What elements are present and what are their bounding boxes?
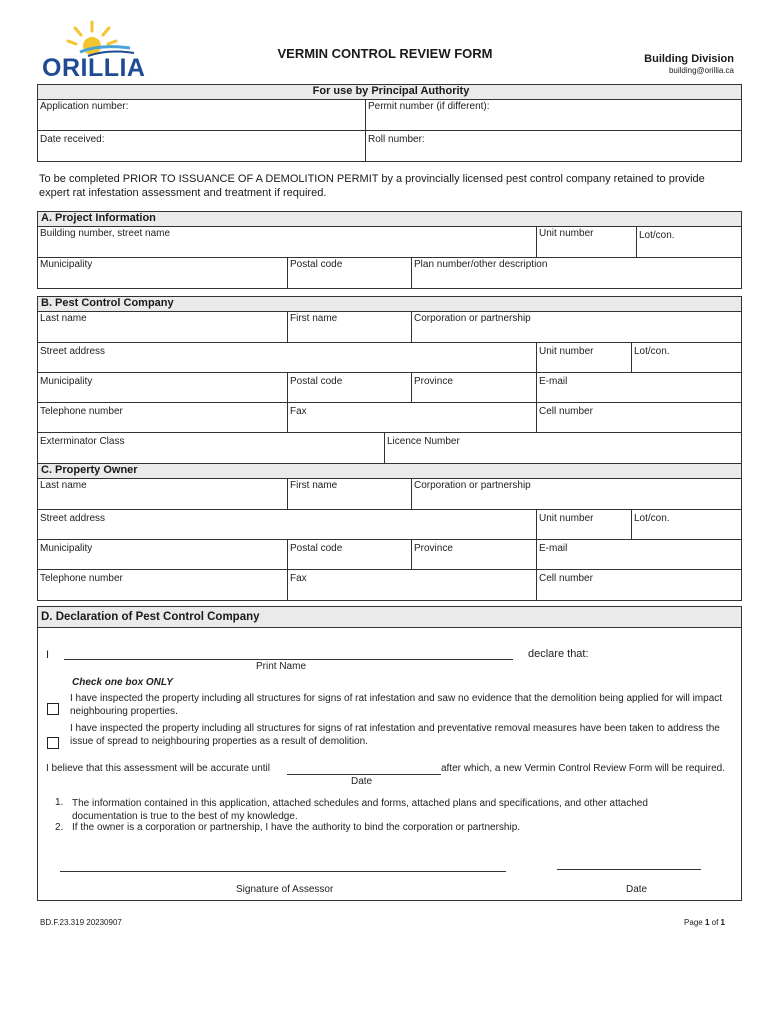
c-unit-number-field[interactable]: Unit number	[536, 510, 632, 540]
believe-text: I believe that this assessment will be accurate until	[46, 763, 270, 774]
option-1-text: I have inspected the property including all structures for signs of rat infestation and saw no evidence that the demolition being applied for will impact neighbouring properties.	[70, 693, 723, 717]
b-municipality-field[interactable]: Municipality	[40, 376, 93, 387]
b-corporation-field[interactable]: Corporation or partnership	[411, 312, 741, 342]
section-b-row-4	[38, 402, 741, 433]
item-1-text: The information contained in this application, attached schedules and forms, attached plans and specifications, and other attached documentation is true to the best of my knowledge.	[72, 798, 648, 822]
permit-number-field[interactable]: Permit number (if different):	[365, 100, 741, 130]
option-2-text: I have inspected the property including all structures for signs of rat infestation and preventative removal measures have been taken to address the issue of spread to neighbouring properties as a result of demolition.	[70, 723, 720, 747]
authority-box	[37, 84, 742, 162]
section-a-box	[37, 211, 742, 289]
authority-row-2	[38, 130, 741, 161]
section-c-box	[37, 463, 742, 601]
c-province-field[interactable]: Province	[411, 540, 537, 570]
b-fax-field[interactable]: Fax	[287, 403, 537, 433]
form-code: BD.F.23.319 20230907	[40, 918, 122, 927]
c-corporation-field[interactable]: Corporation or partnership	[411, 479, 741, 509]
option-2-checkbox[interactable]	[47, 737, 59, 749]
declare-that-label: declare that:	[528, 648, 589, 660]
b-first-name-field[interactable]: First name	[287, 312, 412, 342]
section-d-title: D. Declaration of Pest Control Company	[38, 607, 741, 628]
b-postal-code-field[interactable]: Postal code	[287, 373, 412, 403]
after-which-text: after which, a new Vermin Control Review Form will be required.	[441, 763, 725, 774]
b-province-field[interactable]: Province	[411, 373, 537, 403]
section-a-title: A. Project Information	[38, 212, 741, 227]
form-title: VERMIN CONTROL REVIEW FORM	[277, 46, 493, 61]
intro-text: To be completed PRIOR TO ISSUANCE OF A DEMOLITION PERMIT by a provincially licensed pest control company retained to provide expert rat infestation assessment and treatment if required.	[39, 173, 705, 199]
b-exterminator-class-field[interactable]: Exterminator Class	[40, 436, 125, 447]
authority-row-1	[38, 100, 741, 130]
section-b-row-2	[38, 342, 741, 373]
a-building-street-field[interactable]: Building number, street name	[40, 228, 171, 239]
logo-text: ORILLIA	[42, 54, 146, 82]
declarant-i-label: I	[46, 649, 50, 661]
section-b-row-3	[38, 372, 741, 403]
b-telephone-field[interactable]: Telephone number	[40, 406, 123, 417]
page-of: of	[711, 918, 719, 927]
section-b-box	[37, 296, 742, 466]
page-current: 1	[704, 918, 710, 927]
b-email-field[interactable]: E-mail	[536, 373, 741, 403]
date-received-field[interactable]: Date received:	[40, 134, 105, 145]
c-cell-field[interactable]: Cell number	[536, 570, 741, 600]
section-c-row-2	[38, 509, 741, 540]
c-municipality-field[interactable]: Municipality	[40, 543, 93, 554]
check-one-label: Check one box ONLY	[72, 677, 173, 688]
item-2-number: 2.	[55, 822, 64, 833]
c-telephone-field[interactable]: Telephone number	[40, 573, 123, 584]
b-cell-field[interactable]: Cell number	[536, 403, 741, 433]
c-last-name-field[interactable]: Last name	[40, 480, 87, 491]
page-indicator	[684, 918, 725, 927]
b-lot-con-field[interactable]: Lot/con.	[631, 343, 741, 373]
c-street-address-field[interactable]: Street address	[40, 513, 106, 524]
c-email-field[interactable]: E-mail	[536, 540, 741, 570]
section-d-box	[37, 606, 742, 901]
a-municipality-field[interactable]: Municipality	[40, 259, 93, 270]
a-postal-code-field[interactable]: Postal code	[287, 258, 412, 288]
division-email: building@orillia.ca	[668, 66, 734, 75]
option-1-checkbox[interactable]	[47, 703, 59, 715]
section-a-row-2	[38, 257, 741, 288]
a-unit-number-field[interactable]: Unit number	[536, 227, 637, 257]
print-name-label: Print Name	[256, 661, 307, 672]
item-1-number: 1.	[55, 797, 64, 808]
item-2-text: If the owner is a corporation or partnership, I have the authority to bind the corporation or partnership.	[72, 822, 521, 833]
signature-label: Signature of Assessor	[236, 884, 334, 895]
b-licence-number-field[interactable]: Licence Number	[384, 433, 741, 465]
section-b-title: B. Pest Control Company	[38, 297, 741, 312]
division-name: Building Division	[644, 53, 734, 65]
page-total: 1	[720, 918, 725, 927]
application-number-field[interactable]: Application number:	[40, 101, 129, 112]
section-c-row-4	[38, 569, 741, 600]
roll-number-field[interactable]: Roll number:	[365, 131, 741, 161]
b-unit-number-field[interactable]: Unit number	[536, 343, 632, 373]
b-street-address-field[interactable]: Street address	[40, 346, 106, 357]
c-first-name-field[interactable]: First name	[287, 479, 412, 509]
authority-title: For use by Principal Authority	[38, 85, 741, 100]
c-lot-con-field[interactable]: Lot/con.	[631, 510, 741, 540]
section-b-row-5	[38, 432, 741, 465]
section-a-row-1	[38, 227, 741, 257]
a-plan-number-field[interactable]: Plan number/other description	[411, 258, 741, 288]
print-name-line[interactable]	[64, 659, 513, 660]
a-lot-con-field[interactable]: Lot/con.	[636, 227, 741, 257]
section-c-row-1	[38, 479, 741, 509]
section-c-row-3	[38, 539, 741, 570]
section-c-title: C. Property Owner	[38, 464, 741, 479]
section-b-row-1	[38, 312, 741, 342]
signature-date-label: Date	[626, 884, 648, 895]
c-fax-field[interactable]: Fax	[287, 570, 537, 600]
b-last-name-field[interactable]: Last name	[40, 313, 87, 324]
accurate-until-date-label: Date	[351, 776, 373, 787]
signature-line[interactable]	[60, 871, 506, 872]
accurate-until-date-line[interactable]	[287, 774, 441, 775]
c-postal-code-field[interactable]: Postal code	[287, 540, 412, 570]
page-prefix: Page	[684, 918, 703, 927]
signature-date-line[interactable]	[557, 869, 701, 870]
